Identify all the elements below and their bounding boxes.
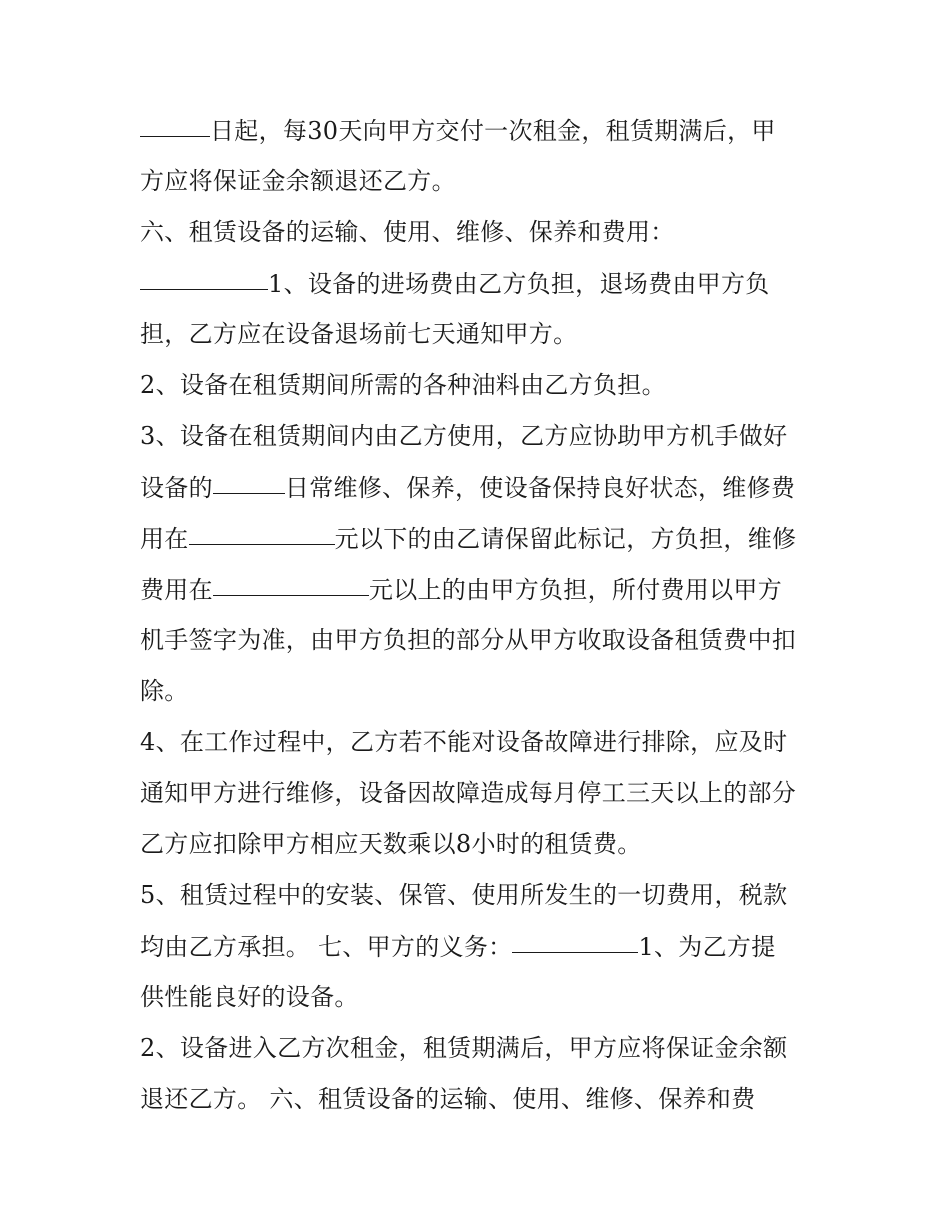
fill-in-blank [140,263,268,290]
text-line [140,263,770,303]
text-line [140,569,782,609]
fill-in-blank [213,467,285,494]
line-text: 元以上的由甲方负担，所付费用以甲方 [368,576,783,604]
section-heading: 六、租赁设备的运输、使用、维修、保养和费用： [140,218,675,246]
text-line: 机手签字为准，由甲方负担的部分从甲方收取设备租赁费中扣 [140,626,797,654]
text-line [140,518,796,558]
text-line: 2、设备在租赁期间所需的各种油料由乙方负担。 [140,371,666,399]
text-line: 4、在工作过程中，乙方若不能对设备故障进行排除，应及时 [140,728,788,756]
line-text: 费用在 [140,576,213,604]
text-line: 2、设备进入乙方次租金，租赁期满后，甲方应将保证金余额 [140,1034,788,1062]
fill-in-blank [189,518,335,545]
text-line: 供性能良好的设备。 [140,983,359,1011]
fill-in-blank [213,569,369,596]
text-line [140,110,776,150]
text-line: 退还乙方。 六、租赁设备的运输、使用、维修、保养和费 [140,1085,756,1113]
text-line: 3、设备在租赁期间内由乙方使用，乙方应协助甲方机手做好 [140,422,788,450]
line-text: 均由乙方承担。 七、甲方的义务： [140,933,513,961]
line-text: 元以下的由乙请保留此标记，方负担，维修 [334,525,797,553]
text-line [140,467,795,507]
text-line [140,926,776,966]
text-line: 除。 [140,677,189,705]
text-line: 通知甲方进行维修，设备因故障造成每月停工三天以上的部分 [140,779,797,807]
line-text: 1、为乙方提 [638,933,776,961]
text-line: 方应将保证金余额退还乙方。 [140,167,456,195]
line-text: 日常维修、保养，使设备保持良好状态，维修费 [284,474,796,502]
line-text: 日起，每30天向甲方交付一次租金，租赁期满后，甲 [210,117,776,145]
line-text: 设备的 [140,474,213,502]
text-line: 5、租赁过程中的安装、保管、使用所发生的一切费用，税款 [140,881,788,909]
text-line: 乙方应扣除甲方相应天数乘以8小时的租赁费。 [140,830,642,858]
line-text: 用在 [140,525,189,553]
fill-in-blank [512,926,638,953]
fill-in-blank [140,110,210,137]
line-text: 1、设备的进场费由乙方负担，退场费由甲方负 [268,270,770,298]
text-line: 担，乙方应在设备退场前七天通知甲方。 [140,320,578,348]
